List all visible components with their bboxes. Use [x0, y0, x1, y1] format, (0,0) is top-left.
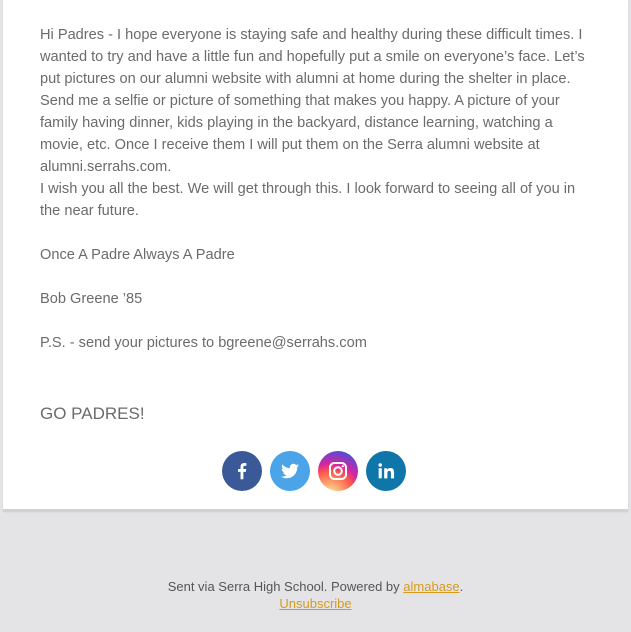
- signature-text: Bob Greene ’85: [40, 291, 143, 307]
- almabase-link[interactable]: almabase: [403, 579, 460, 594]
- closing-text: GO PADRES!: [40, 404, 145, 423]
- footer-sent-via: [0, 578, 631, 595]
- facebook-glyph: [231, 460, 253, 482]
- message-paragraph-1: Hi Padres - I hope everyone is staying safe and healthy during these difficult times. I wanted to try and have a little fun and hopefully put a smile on everyone’s face. Let’s put pictures on our alumni website with alumni at home during the shelter in place. Send me a selfie or picture of something that makes you happy. A picture of your family having dinner, kids playing in the backyard, distance learning, watching a movie, etc. Once I receive them I will put them on the Serra alumni website at alumni.serrahs.com.: [40, 27, 585, 175]
- facebook-icon[interactable]: [222, 451, 262, 491]
- unsubscribe-link[interactable]: Unsubscribe: [279, 596, 352, 611]
- twitter-glyph: [278, 459, 302, 483]
- instagram-icon[interactable]: [318, 451, 358, 491]
- motto-text: Once A Padre Always A Padre: [40, 247, 235, 263]
- twitter-icon[interactable]: [270, 451, 310, 491]
- email-footer: [0, 578, 631, 612]
- footer-sent-text: Sent via Serra High School. Powered by: [167, 579, 400, 594]
- email-body: [40, 24, 595, 354]
- footer-period: .: [459, 579, 464, 594]
- postscript-text: P.S. - send your pictures to bgreene@serrahs.com: [40, 335, 367, 351]
- linkedin-icon[interactable]: [366, 451, 406, 491]
- linkedin-glyph: [375, 460, 397, 482]
- social-links: [222, 451, 406, 491]
- card-divider: [3, 509, 628, 512]
- message-paragraph-2: I wish you all the best. We will get through this. I look forward to seeing all of you in the near future.: [40, 181, 576, 219]
- instagram-glyph: [326, 459, 350, 483]
